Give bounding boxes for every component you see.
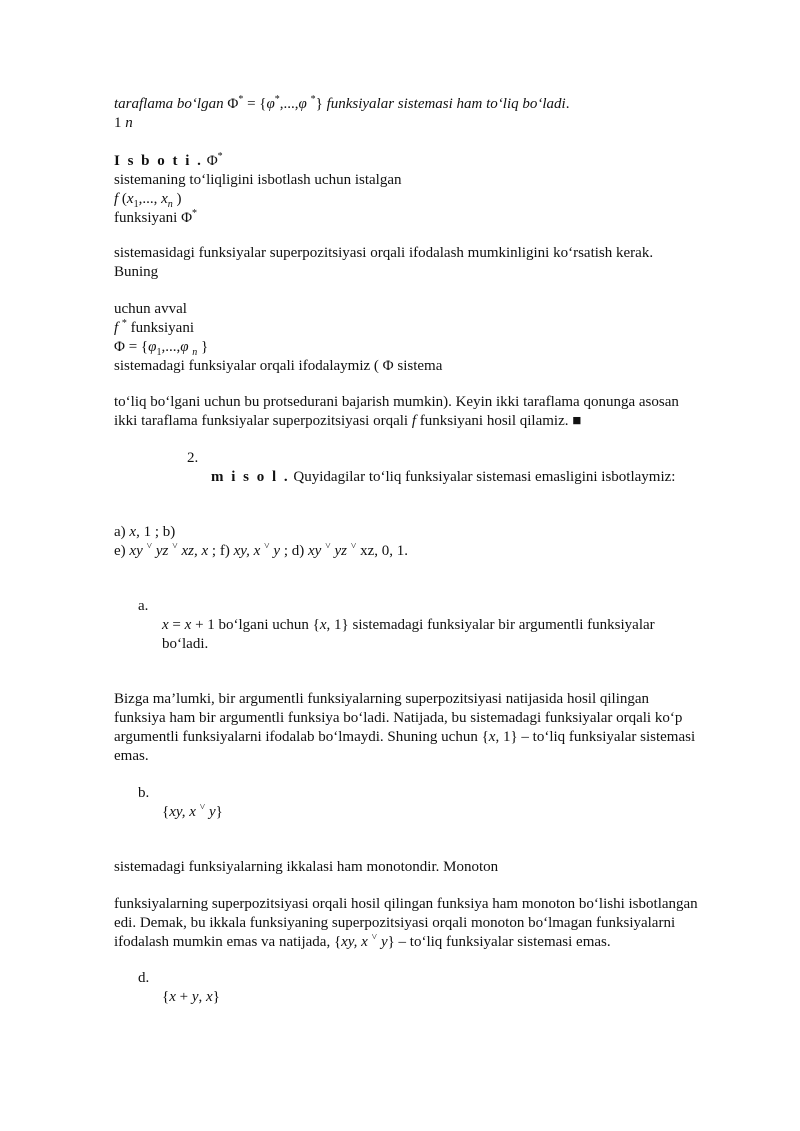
part-a-paragraph-line: argumentli funksiyalarni ifodalab bo‘lmaydi. Shuning uchun {x, 1} – to‘liq funksiyalar sistemasi [114,729,696,745]
end-of-proof-icon: ■ [572,413,582,429]
example-items-line: e) xy ˅ yz ˅ xz, x ; f) xy, x ˅ y ; d) xy ˅ yz ˅ xz, 0, 1. [114,541,409,559]
proof-heading: I s b o t i . Φ* [114,151,223,169]
proof-fstar-line: f * funksiyani [114,318,194,336]
example-heading: m i s o l . Quyidagilar to‘liq funksiyalar sistemasi emasligini isbotlaymiz: [211,469,676,485]
example-number: 2. [187,450,199,466]
subscript-line: 1 n [114,115,133,131]
part-a-line: bo‘ladi. [162,636,209,652]
proof-line: funksiyani Φ* [114,208,198,226]
part-b-paragraph-line: edi. Demak, bu ikkala funksiyaning superpozitsiyasi orqali monoton bo‘lmagan funksiyalarni [114,915,676,931]
proof-line: ikki taraflama funksiyalar superpozitsiyasi orqali f funksiyani hosil qilamiz. ■ [114,413,582,429]
part-d-label: d. [138,970,150,986]
proof-line: to‘liq bo‘lgani uchun bu protsedurani bajarish mumkin). Keyin ikki taraflama qonunga asosan [114,394,679,410]
part-b-paragraph-line: sistemadagi funksiyalarning ikkalasi ham monotondir. Monoton [114,859,499,875]
proof-line: sistemasidagi funksiyalar superpozitsiyasi orqali ifodalash mumkinligini ko‘rsatish kerak. [114,245,654,261]
part-a-paragraph-line: Bizga ma’lumki, bir argumentli funksiyalarning superpozitsiyasi natijasida hosil qilingan [114,691,650,707]
proof-line: uchun avval [114,301,187,317]
proof-phi-set: $\Phi = \{\varphi_1,...,\varphi$ $_n$ } [114,339,209,358]
part-a-paragraph-line: emas. [114,748,149,764]
proof-line: sistemadagi funksiyalar orqali ifodalaymiz ( Φ sistema [114,358,443,374]
proof-line: sistemaning to‘liqligini isbotlash uchun istalgan [114,172,402,188]
part-a-paragraph-line: funksiya ham bir argumentli funksiya bo‘ladi. Natijada, bu sistemadagi funksiyalar orqali ko‘p [114,710,683,726]
part-b-set: {xy, x ˅ y} [162,802,223,820]
proof-line: Buning [114,264,159,280]
part-b-paragraph-line: funksiyalarning superpozitsiyasi orqali hosil qilingan funksiya ham monoton bo‘lishi isbotlangan [114,896,698,912]
part-a-label: a. [138,598,149,614]
example-items-line: a) x, 1 ; b) [114,524,176,540]
theorem-statement-line: taraflama bo‘lgan Φ* = {φ*,...,φ *} funksiyalar sistemasi ham to‘liq bo‘ladi. [114,94,570,112]
part-a-line: x = x + 1 bo‘lgani uchun {x, 1} sistemadagi funksiyalar bir argumentli funksiyalar [162,617,655,633]
part-b-label: b. [138,785,150,801]
part-d-set: {x + y, x} [162,989,220,1005]
part-b-paragraph-line: ifodalash mumkin emas va natijada, {xy, x ˅ y} – to‘liq funksiyalar sistemasi emas. [114,932,611,950]
proof-function-notation: f ($x_1$,..., $x_n$ ) [114,191,182,210]
